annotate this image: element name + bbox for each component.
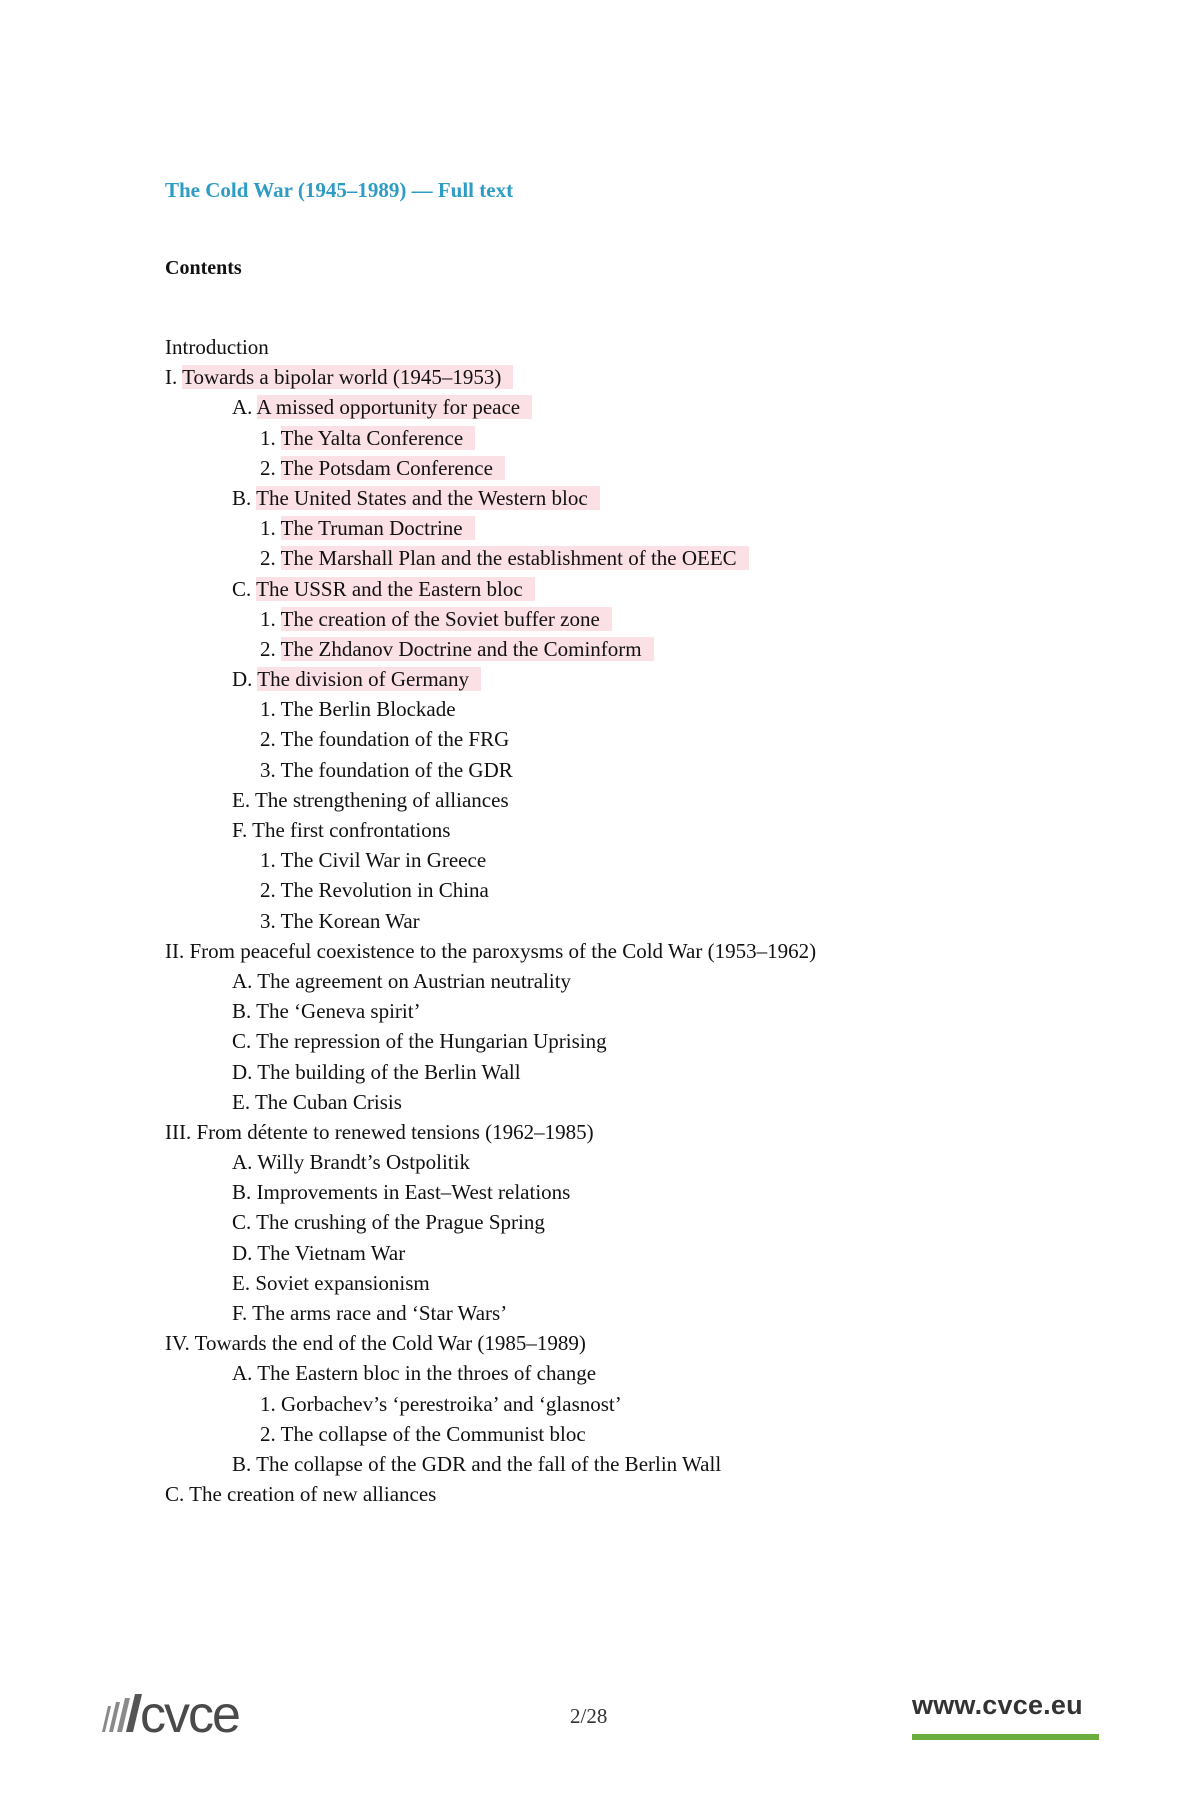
- toc-entry-number: 1.: [260, 516, 281, 541]
- toc-entry-number: C.: [165, 1482, 190, 1507]
- toc-entry[interactable]: [165, 875, 816, 905]
- toc-entry-title: The division of Germany: [257, 667, 481, 691]
- toc-entry-title: The collapse of the GDR and the fall of the Berlin Wall: [256, 1451, 722, 1476]
- toc-entry-number: A.: [232, 968, 258, 993]
- toc-entry-number: A.: [232, 1150, 258, 1175]
- toc-entry-number: 2.: [260, 455, 281, 480]
- toc-entry-title: The foundation of the FRG: [280, 727, 510, 752]
- toc-entry-number: B.: [232, 1451, 257, 1476]
- toc-entry-title: The creation of the Soviet buffer zone: [281, 607, 612, 631]
- toc-entry-number: 2.: [260, 1421, 281, 1446]
- toc-entry[interactable]: [165, 1358, 816, 1388]
- toc-entry-number: III.: [165, 1119, 197, 1144]
- toc-entry-number: E.: [232, 1270, 256, 1295]
- logo-text: cvce: [140, 1688, 239, 1740]
- toc-entry-number: 1.: [260, 1391, 281, 1416]
- toc-entry-title: The Berlin Blockade: [280, 697, 456, 722]
- toc-entry-number: 3.: [260, 757, 281, 782]
- toc-entry-title: From détente to renewed tensions (1962–1985): [196, 1119, 594, 1144]
- toc-entry-title: The Cuban Crisis: [254, 1089, 402, 1114]
- toc-entry-title: The strengthening of alliances: [254, 787, 509, 812]
- toc-entry-number: 2.: [260, 546, 281, 571]
- toc-entry[interactable]: [165, 724, 816, 754]
- toc-entry[interactable]: [165, 996, 816, 1026]
- toc-entry-number: C.: [232, 576, 257, 601]
- toc-entry-title: From peaceful coexistence to the paroxysms of the Cold War (1953–1962): [189, 938, 817, 963]
- toc-entry[interactable]: [165, 1479, 816, 1509]
- toc-entry-title: The arms race and ‘Star Wars’: [252, 1301, 508, 1325]
- toc-entry-number: 1.: [260, 606, 281, 631]
- toc-entry-number: A.: [232, 1361, 258, 1386]
- toc-entry[interactable]: [165, 423, 816, 453]
- document-title: The Cold War (1945–1989) — Full text: [165, 178, 514, 202]
- toc-entry-number: 1.: [260, 697, 281, 722]
- toc-entry[interactable]: [165, 1026, 816, 1056]
- toc-entry-number: II.: [165, 938, 190, 963]
- toc-entry[interactable]: [165, 483, 816, 513]
- toc-entry-number: 1.: [260, 425, 281, 450]
- cvce-logo: [102, 1688, 312, 1740]
- toc-entry[interactable]: [165, 694, 816, 724]
- contents-heading: Contents: [165, 257, 242, 279]
- toc-entry-title: Towards the end of the Cold War (1985–1989): [194, 1331, 586, 1356]
- toc-entry-number: 1.: [260, 848, 281, 873]
- toc-entry-number: 2.: [260, 636, 281, 661]
- toc-entry-number: A.: [232, 395, 257, 420]
- toc-entry-title: The crushing of the Prague Spring: [256, 1210, 545, 1235]
- logo-stripes-icon: [102, 1694, 142, 1732]
- toc-entry-title: The foundation of the GDR: [280, 757, 513, 782]
- toc-entry-title: Soviet expansionism: [255, 1270, 430, 1295]
- toc-entry-title: The first confrontations: [252, 818, 451, 842]
- toc-entry[interactable]: [165, 755, 816, 785]
- toc-entry[interactable]: [165, 966, 816, 996]
- toc-entry[interactable]: [165, 543, 816, 573]
- toc-entry-title: The Truman Doctrine: [281, 516, 475, 540]
- toc-entry[interactable]: [165, 513, 816, 543]
- toc-entry[interactable]: [165, 332, 816, 362]
- toc-entry-title: The Zhdanov Doctrine and the Cominform: [281, 637, 654, 661]
- toc-entry-number: D.: [232, 667, 258, 692]
- toc-entry-title: The collapse of the Communist bloc: [280, 1421, 586, 1446]
- toc-entry[interactable]: [165, 634, 816, 664]
- toc-entry-number: 3.: [260, 908, 281, 933]
- toc-entry-number: D.: [232, 1240, 258, 1265]
- toc-entry[interactable]: [165, 1117, 816, 1147]
- toc-entry-number: B.: [232, 1180, 257, 1205]
- toc-entry-title: The Eastern bloc in the throes of change: [257, 1361, 597, 1386]
- toc-entry[interactable]: [165, 604, 816, 634]
- toc-entry-title: Towards a bipolar world (1945–1953): [182, 365, 513, 389]
- toc-entry-number: E.: [232, 787, 255, 812]
- toc-entry-title: The Vietnam War: [257, 1240, 406, 1265]
- toc-entry[interactable]: [165, 1238, 816, 1268]
- toc-entry-number: 2.: [260, 878, 281, 903]
- toc-entry-title: The creation of new alliances: [189, 1482, 437, 1507]
- toc-entry-title: The United States and the Western bloc: [256, 486, 600, 510]
- toc-entry-number: 2.: [260, 727, 281, 752]
- toc-entry-title: A missed opportunity for peace: [257, 395, 533, 419]
- toc-entry-title: The Revolution in China: [280, 878, 489, 903]
- toc-entry-title: The Potsdam Conference: [281, 456, 505, 480]
- toc-entry-title: The Korean War: [280, 908, 420, 933]
- toc-entry-title: The Marshall Plan and the establishment of the OEEC: [281, 546, 749, 570]
- toc-entry[interactable]: [165, 815, 816, 845]
- website-link[interactable]: www.cvce.eu: [912, 1690, 1083, 1720]
- toc-entry-number: D.: [232, 1059, 258, 1084]
- toc-entry-title: The USSR and the Eastern bloc: [256, 577, 535, 601]
- website-underline: [912, 1734, 1099, 1740]
- toc-entry-title: The building of the Berlin Wall: [257, 1059, 521, 1084]
- toc-entry[interactable]: [165, 1328, 816, 1358]
- toc-entry-number: F.: [232, 818, 253, 842]
- toc-entry[interactable]: [165, 936, 816, 966]
- toc-entry[interactable]: [165, 664, 816, 694]
- toc-entry[interactable]: [165, 785, 816, 815]
- toc-entry[interactable]: [165, 1389, 816, 1419]
- toc-entry-number: B.: [232, 485, 257, 510]
- toc-entry-title: The ‘Geneva spirit’: [256, 999, 421, 1024]
- toc-entry[interactable]: [165, 392, 816, 422]
- page-number: 2/28: [570, 1704, 608, 1728]
- toc-entry-number: IV.: [165, 1331, 195, 1356]
- toc-entry-number: C.: [232, 1210, 257, 1235]
- toc-entry[interactable]: [165, 1147, 816, 1177]
- toc-entry[interactable]: [165, 574, 816, 604]
- toc-entry-title: The repression of the Hungarian Uprising: [256, 1029, 607, 1054]
- toc-entry[interactable]: [165, 453, 816, 483]
- toc-entry[interactable]: [165, 362, 816, 392]
- toc-entry[interactable]: [165, 906, 816, 936]
- toc-entry-title: The Civil War in Greece: [280, 848, 487, 873]
- toc-entry[interactable]: [165, 1419, 816, 1449]
- toc-entry[interactable]: [165, 1087, 816, 1117]
- toc-entry-number: F.: [232, 1301, 253, 1325]
- toc-entry-title: Introduction: [165, 335, 269, 359]
- toc-entry-title: The Yalta Conference: [281, 426, 476, 450]
- toc-entry[interactable]: [165, 1298, 816, 1328]
- toc-entry[interactable]: [165, 1057, 816, 1087]
- toc-entry[interactable]: [165, 1177, 816, 1207]
- toc-entry-number: B.: [232, 999, 257, 1024]
- toc-entry-title: The agreement on Austrian neutrality: [257, 968, 572, 993]
- toc-entry[interactable]: [165, 1449, 816, 1479]
- toc-entry-number: E.: [232, 1089, 255, 1114]
- toc-entry-number: C.: [232, 1029, 257, 1054]
- toc-entry-title: Improvements in East–West relations: [256, 1180, 571, 1205]
- toc-entry-title: Gorbachev’s ‘perestroika’ and ‘glasnost’: [281, 1391, 622, 1416]
- toc-entry-number: I.: [165, 365, 183, 390]
- toc-entry[interactable]: [165, 845, 816, 875]
- toc-entry[interactable]: [165, 1268, 816, 1298]
- toc-entry-title: Willy Brandt’s Ostpolitik: [257, 1150, 470, 1175]
- table-of-contents: [165, 332, 816, 1509]
- toc-entry[interactable]: [165, 1207, 816, 1237]
